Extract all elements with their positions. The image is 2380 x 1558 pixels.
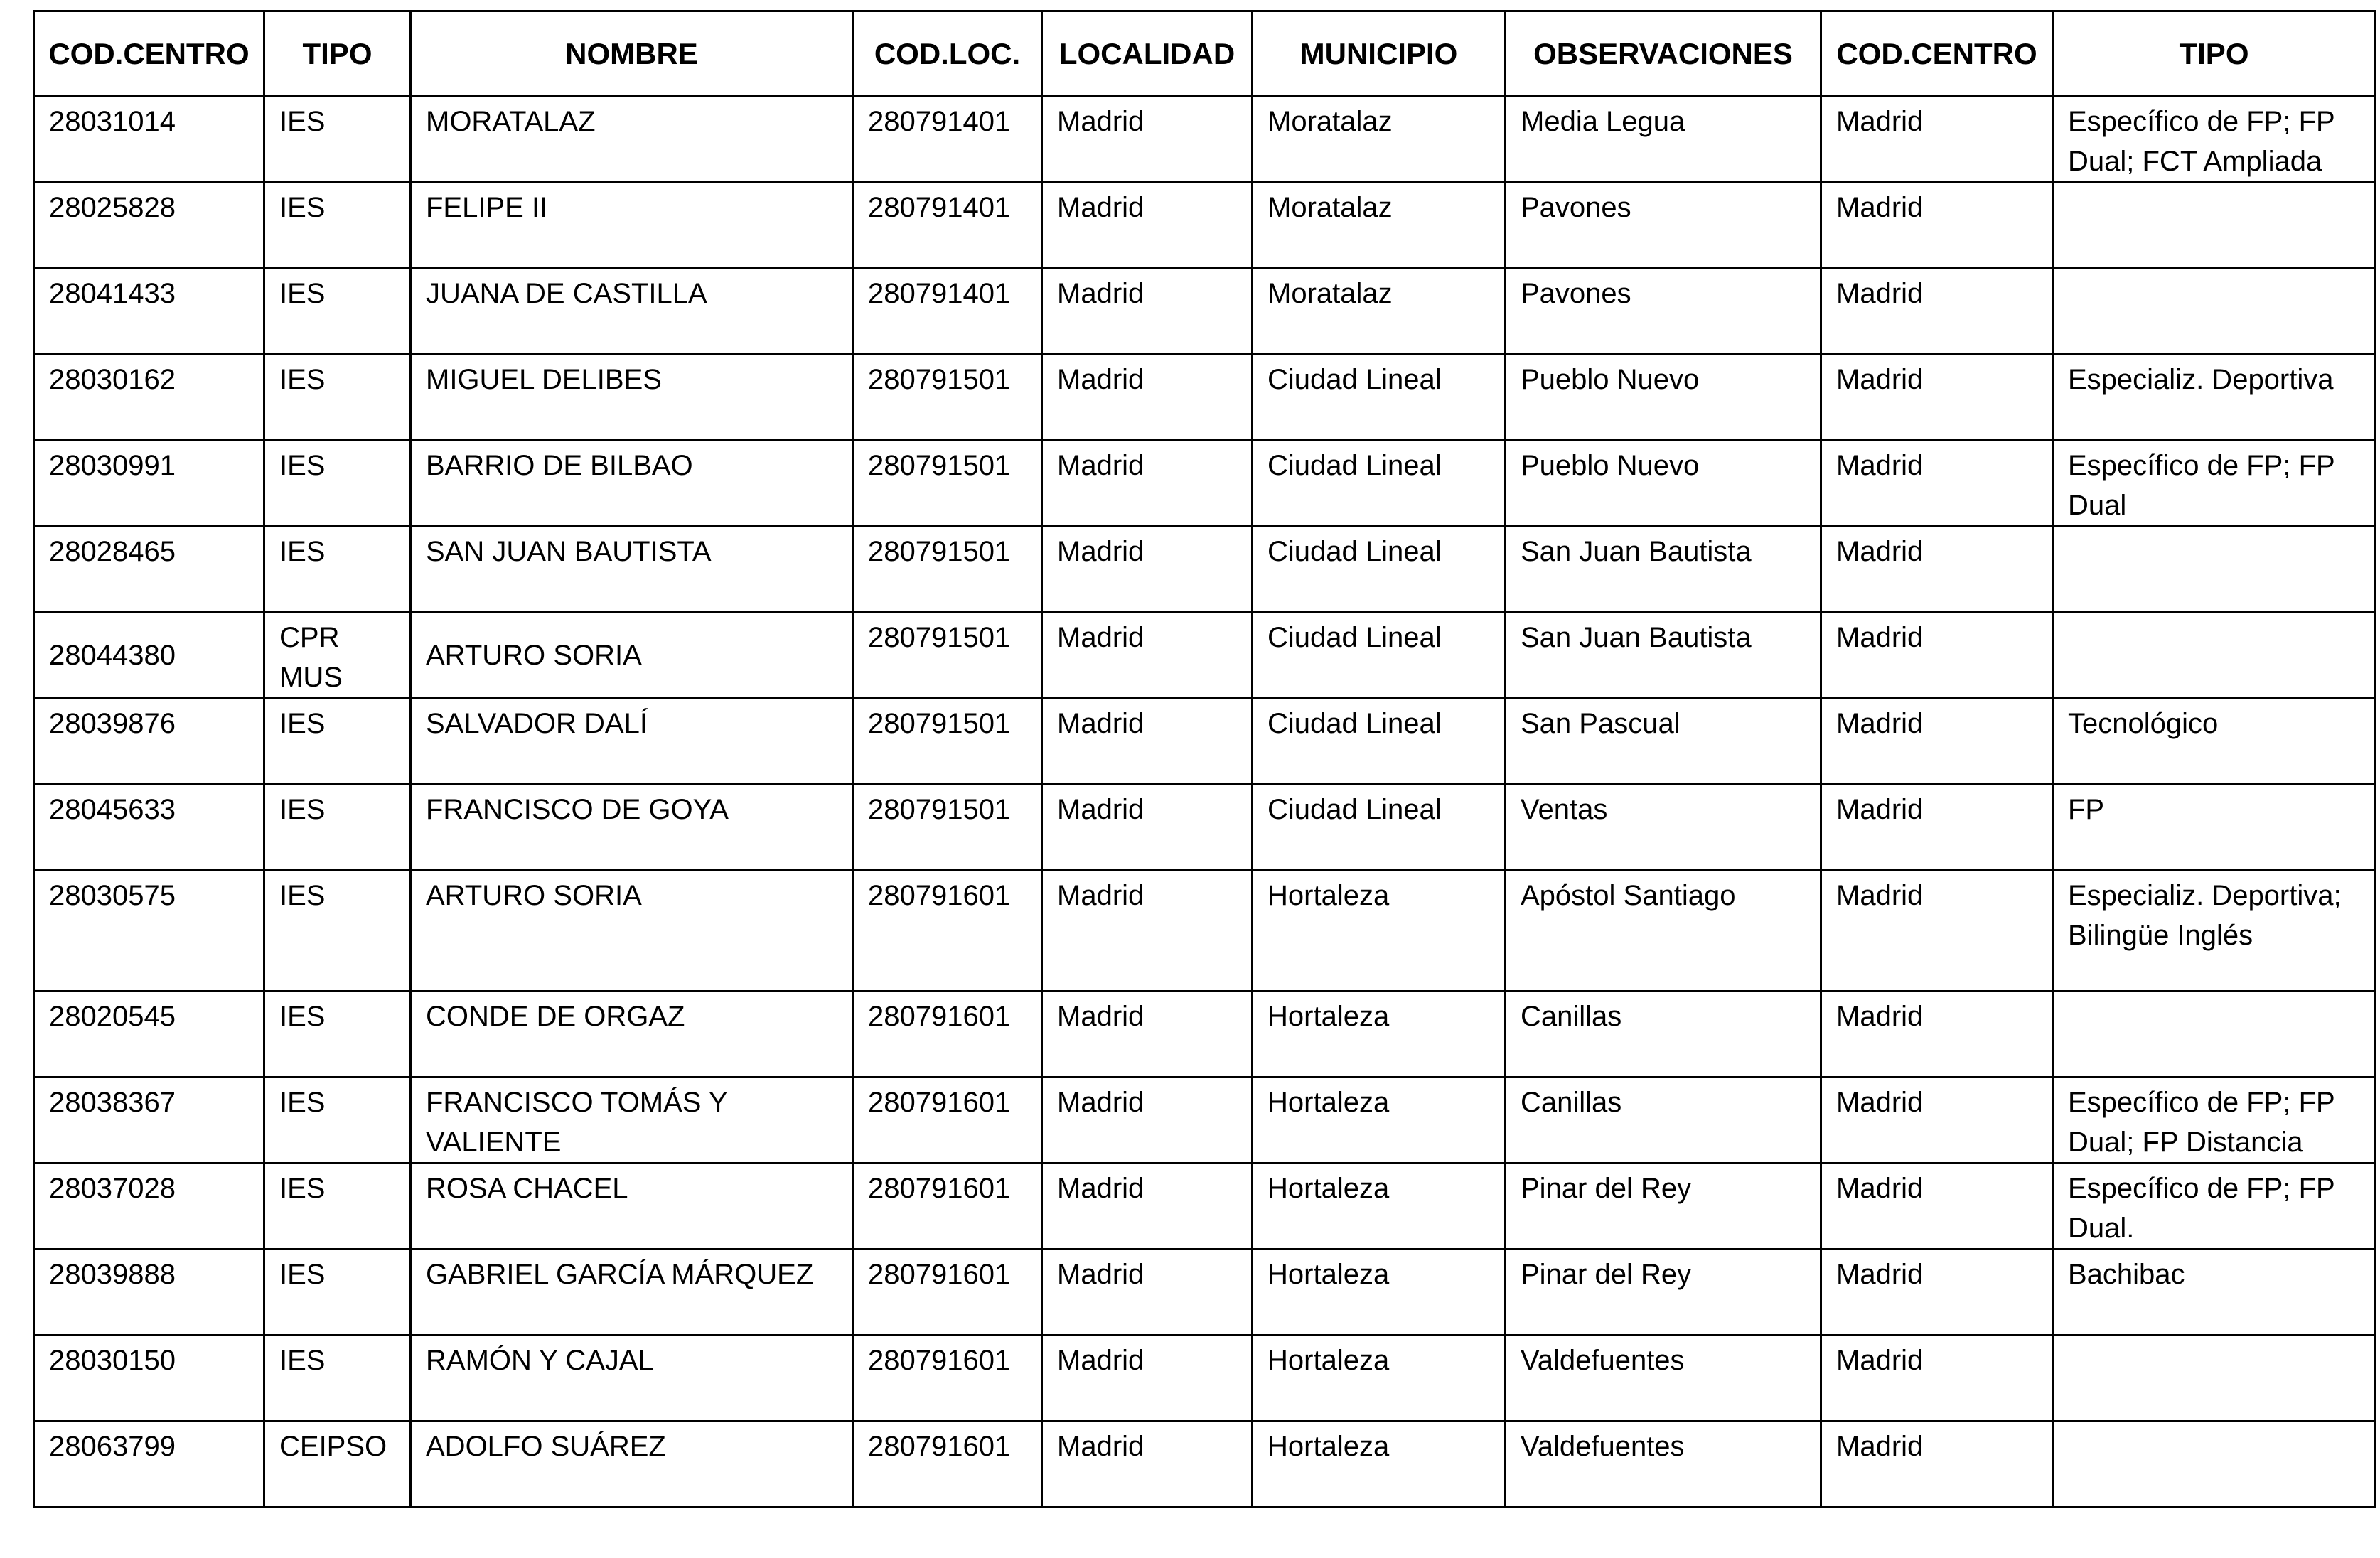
- table-row: [34, 1078, 2376, 1164]
- cell-municipio: Moratalaz: [1253, 183, 1506, 269]
- cell-cod-centro-2: Madrid: [1821, 1250, 2053, 1336]
- cell-tipo-2: [2053, 183, 2376, 269]
- cell-localidad: Madrid: [1042, 699, 1253, 785]
- header-tipo: TIPO: [264, 11, 411, 97]
- table-row: [34, 97, 2376, 183]
- cell-nombre: CONDE DE ORGAZ: [411, 992, 853, 1078]
- cell-nombre: MORATALAZ: [411, 97, 853, 183]
- cell-nombre: GABRIEL GARCÍA MÁRQUEZ: [411, 1250, 853, 1336]
- cell-cod-centro-2: Madrid: [1821, 527, 2053, 613]
- cell-tipo: IES: [264, 97, 411, 183]
- table-row: [34, 527, 2376, 613]
- table-row: [34, 613, 2376, 699]
- centros-table: [33, 10, 2376, 1508]
- cell-localidad: Madrid: [1042, 1422, 1253, 1508]
- cell-observaciones: Media Legua: [1506, 97, 1821, 183]
- cell-observaciones: Canillas: [1506, 992, 1821, 1078]
- cell-tipo-2: Especializ. Deportiva; Bilingüe Inglés: [2053, 871, 2376, 992]
- cell-nombre: FRANCISCO TOMÁS Y VALIENTE: [411, 1078, 853, 1164]
- cell-localidad: Madrid: [1042, 992, 1253, 1078]
- cell-municipio: Hortaleza: [1253, 1078, 1506, 1164]
- cell-localidad: Madrid: [1042, 97, 1253, 183]
- table-row: [34, 269, 2376, 355]
- cell-cod-centro-2: Madrid: [1821, 1164, 2053, 1250]
- table-row: [34, 1336, 2376, 1422]
- cell-municipio: Ciudad Lineal: [1253, 527, 1506, 613]
- cell-cod-centro-2: Madrid: [1821, 1336, 2053, 1422]
- table-row: [34, 441, 2376, 527]
- cell-cod-centro-2: Madrid: [1821, 613, 2053, 699]
- cell-cod-loc: 280791601: [853, 1250, 1042, 1336]
- cell-cod-centro-2: Madrid: [1821, 441, 2053, 527]
- table-row: [34, 183, 2376, 269]
- cell-municipio: Hortaleza: [1253, 1164, 1506, 1250]
- cell-cod-centro-2: Madrid: [1821, 871, 2053, 992]
- cell-tipo-2: [2053, 527, 2376, 613]
- cell-cod-centro: 28039876: [34, 699, 264, 785]
- header-cod-loc: COD.LOC.: [853, 11, 1042, 97]
- cell-localidad: Madrid: [1042, 1164, 1253, 1250]
- cell-cod-loc: 280791601: [853, 992, 1042, 1078]
- cell-tipo-2: [2053, 992, 2376, 1078]
- cell-tipo-2: [2053, 1422, 2376, 1508]
- cell-cod-centro-2: Madrid: [1821, 785, 2053, 871]
- table-header-row: [34, 11, 2376, 97]
- cell-cod-centro: 28039888: [34, 1250, 264, 1336]
- cell-localidad: Madrid: [1042, 785, 1253, 871]
- table-row: [34, 699, 2376, 785]
- cell-tipo: IES: [264, 1250, 411, 1336]
- cell-tipo: CPR MUS: [264, 613, 411, 699]
- cell-nombre: SALVADOR DALÍ: [411, 699, 853, 785]
- cell-nombre: BARRIO DE BILBAO: [411, 441, 853, 527]
- cell-tipo-2: Tecnológico: [2053, 699, 2376, 785]
- cell-cod-centro-2: Madrid: [1821, 97, 2053, 183]
- cell-localidad: Madrid: [1042, 613, 1253, 699]
- header-localidad: LOCALIDAD: [1042, 11, 1253, 97]
- header-municipio: MUNICIPIO: [1253, 11, 1506, 97]
- cell-cod-loc: 280791601: [853, 1336, 1042, 1422]
- cell-cod-loc: 280791601: [853, 1422, 1042, 1508]
- table-row: [34, 1164, 2376, 1250]
- cell-cod-centro: 28041433: [34, 269, 264, 355]
- cell-cod-loc: 280791501: [853, 355, 1042, 441]
- cell-cod-centro: 28030162: [34, 355, 264, 441]
- cell-cod-loc: 280791501: [853, 785, 1042, 871]
- header-cod-centro-2: COD.CENTRO: [1821, 11, 2053, 97]
- cell-cod-centro: 28030575: [34, 871, 264, 992]
- cell-municipio: Ciudad Lineal: [1253, 699, 1506, 785]
- cell-cod-loc: 280791601: [853, 1078, 1042, 1164]
- cell-cod-centro: 28030150: [34, 1336, 264, 1422]
- header-tipo-2: TIPO: [2053, 11, 2376, 97]
- cell-municipio: Hortaleza: [1253, 1250, 1506, 1336]
- cell-observaciones: Pavones: [1506, 183, 1821, 269]
- cell-tipo: IES: [264, 992, 411, 1078]
- cell-tipo-2: Específico de FP; FP Dual.: [2053, 1164, 2376, 1250]
- cell-cod-centro-2: Madrid: [1821, 269, 2053, 355]
- cell-observaciones: Valdefuentes: [1506, 1336, 1821, 1422]
- cell-nombre: ADOLFO SUÁREZ: [411, 1422, 853, 1508]
- cell-municipio: Moratalaz: [1253, 269, 1506, 355]
- cell-observaciones: Canillas: [1506, 1078, 1821, 1164]
- cell-cod-centro-2: Madrid: [1821, 1422, 2053, 1508]
- cell-cod-loc: 280791601: [853, 1164, 1042, 1250]
- cell-municipio: Hortaleza: [1253, 1422, 1506, 1508]
- cell-nombre: FRANCISCO DE GOYA: [411, 785, 853, 871]
- cell-tipo: IES: [264, 1078, 411, 1164]
- cell-tipo-2: Especializ. Deportiva: [2053, 355, 2376, 441]
- cell-observaciones: Pueblo Nuevo: [1506, 355, 1821, 441]
- cell-observaciones: San Juan Bautista: [1506, 613, 1821, 699]
- cell-observaciones: Apóstol Santiago: [1506, 871, 1821, 992]
- cell-tipo: IES: [264, 785, 411, 871]
- cell-tipo-2: [2053, 613, 2376, 699]
- cell-municipio: Moratalaz: [1253, 97, 1506, 183]
- cell-localidad: Madrid: [1042, 355, 1253, 441]
- header-nombre: NOMBRE: [411, 11, 853, 97]
- cell-localidad: Madrid: [1042, 527, 1253, 613]
- cell-cod-loc: 280791401: [853, 183, 1042, 269]
- cell-tipo-2: Específico de FP; FP Dual; FP Distancia: [2053, 1078, 2376, 1164]
- cell-tipo: IES: [264, 441, 411, 527]
- cell-cod-centro: 28031014: [34, 97, 264, 183]
- cell-tipo-2: FP: [2053, 785, 2376, 871]
- cell-tipo-2: [2053, 269, 2376, 355]
- document-page: [33, 10, 2374, 1508]
- cell-cod-loc: 280791401: [853, 269, 1042, 355]
- cell-localidad: Madrid: [1042, 1336, 1253, 1422]
- cell-cod-loc: 280791501: [853, 699, 1042, 785]
- cell-localidad: Madrid: [1042, 871, 1253, 992]
- cell-municipio: Hortaleza: [1253, 871, 1506, 992]
- cell-tipo: IES: [264, 699, 411, 785]
- cell-observaciones: Pinar del Rey: [1506, 1250, 1821, 1336]
- cell-cod-centro: 28020545: [34, 992, 264, 1078]
- cell-observaciones: Pinar del Rey: [1506, 1164, 1821, 1250]
- cell-cod-loc: 280791401: [853, 97, 1042, 183]
- cell-tipo: IES: [264, 871, 411, 992]
- cell-municipio: Ciudad Lineal: [1253, 441, 1506, 527]
- cell-observaciones: Pueblo Nuevo: [1506, 441, 1821, 527]
- cell-cod-centro: 28038367: [34, 1078, 264, 1164]
- cell-nombre: SAN JUAN BAUTISTA: [411, 527, 853, 613]
- table-row: [34, 355, 2376, 441]
- cell-municipio: Hortaleza: [1253, 992, 1506, 1078]
- cell-nombre: MIGUEL DELIBES: [411, 355, 853, 441]
- cell-tipo: IES: [264, 1164, 411, 1250]
- cell-localidad: Madrid: [1042, 1250, 1253, 1336]
- cell-nombre: ARTURO SORIA: [411, 871, 853, 992]
- cell-cod-centro: 28030991: [34, 441, 264, 527]
- cell-observaciones: Ventas: [1506, 785, 1821, 871]
- cell-cod-centro-2: Madrid: [1821, 183, 2053, 269]
- cell-cod-centro: 28044380: [34, 613, 264, 699]
- cell-tipo: IES: [264, 269, 411, 355]
- cell-cod-loc: 280791501: [853, 613, 1042, 699]
- cell-municipio: Ciudad Lineal: [1253, 785, 1506, 871]
- cell-observaciones: Valdefuentes: [1506, 1422, 1821, 1508]
- cell-cod-centro-2: Madrid: [1821, 1078, 2053, 1164]
- cell-nombre: ROSA CHACEL: [411, 1164, 853, 1250]
- cell-observaciones: San Juan Bautista: [1506, 527, 1821, 613]
- cell-nombre: FELIPE II: [411, 183, 853, 269]
- table-body: [34, 97, 2376, 1508]
- table-row: [34, 785, 2376, 871]
- table-row: [34, 1422, 2376, 1508]
- cell-tipo-2: Específico de FP; FP Dual; FCT Ampliada: [2053, 97, 2376, 183]
- cell-tipo-2: [2053, 1336, 2376, 1422]
- cell-nombre: ARTURO SORIA: [411, 613, 853, 699]
- cell-municipio: Hortaleza: [1253, 1336, 1506, 1422]
- cell-cod-centro-2: Madrid: [1821, 992, 2053, 1078]
- cell-nombre: JUANA DE CASTILLA: [411, 269, 853, 355]
- cell-municipio: Ciudad Lineal: [1253, 355, 1506, 441]
- cell-tipo: IES: [264, 527, 411, 613]
- cell-nombre: RAMÓN Y CAJAL: [411, 1336, 853, 1422]
- table-row: [34, 1250, 2376, 1336]
- cell-localidad: Madrid: [1042, 183, 1253, 269]
- cell-tipo: IES: [264, 355, 411, 441]
- cell-cod-loc: 280791501: [853, 441, 1042, 527]
- cell-cod-centro: 28025828: [34, 183, 264, 269]
- cell-tipo-2: Específico de FP; FP Dual: [2053, 441, 2376, 527]
- cell-localidad: Madrid: [1042, 1078, 1253, 1164]
- table-row: [34, 992, 2376, 1078]
- cell-localidad: Madrid: [1042, 269, 1253, 355]
- cell-tipo: CEIPSO: [264, 1422, 411, 1508]
- cell-tipo: IES: [264, 183, 411, 269]
- cell-cod-centro-2: Madrid: [1821, 355, 2053, 441]
- cell-localidad: Madrid: [1042, 441, 1253, 527]
- cell-tipo-2: Bachibac: [2053, 1250, 2376, 1336]
- cell-municipio: Ciudad Lineal: [1253, 613, 1506, 699]
- cell-tipo: IES: [264, 1336, 411, 1422]
- cell-cod-loc: 280791601: [853, 871, 1042, 992]
- cell-observaciones: San Pascual: [1506, 699, 1821, 785]
- cell-cod-centro: 28045633: [34, 785, 264, 871]
- table-row: [34, 871, 2376, 992]
- cell-cod-centro-2: Madrid: [1821, 699, 2053, 785]
- header-observaciones: OBSERVACIONES: [1506, 11, 1821, 97]
- cell-cod-centro: 28028465: [34, 527, 264, 613]
- cell-observaciones: Pavones: [1506, 269, 1821, 355]
- cell-cod-loc: 280791501: [853, 527, 1042, 613]
- header-cod-centro: COD.CENTRO: [34, 11, 264, 97]
- cell-cod-centro: 28037028: [34, 1164, 264, 1250]
- cell-cod-centro: 28063799: [34, 1422, 264, 1508]
